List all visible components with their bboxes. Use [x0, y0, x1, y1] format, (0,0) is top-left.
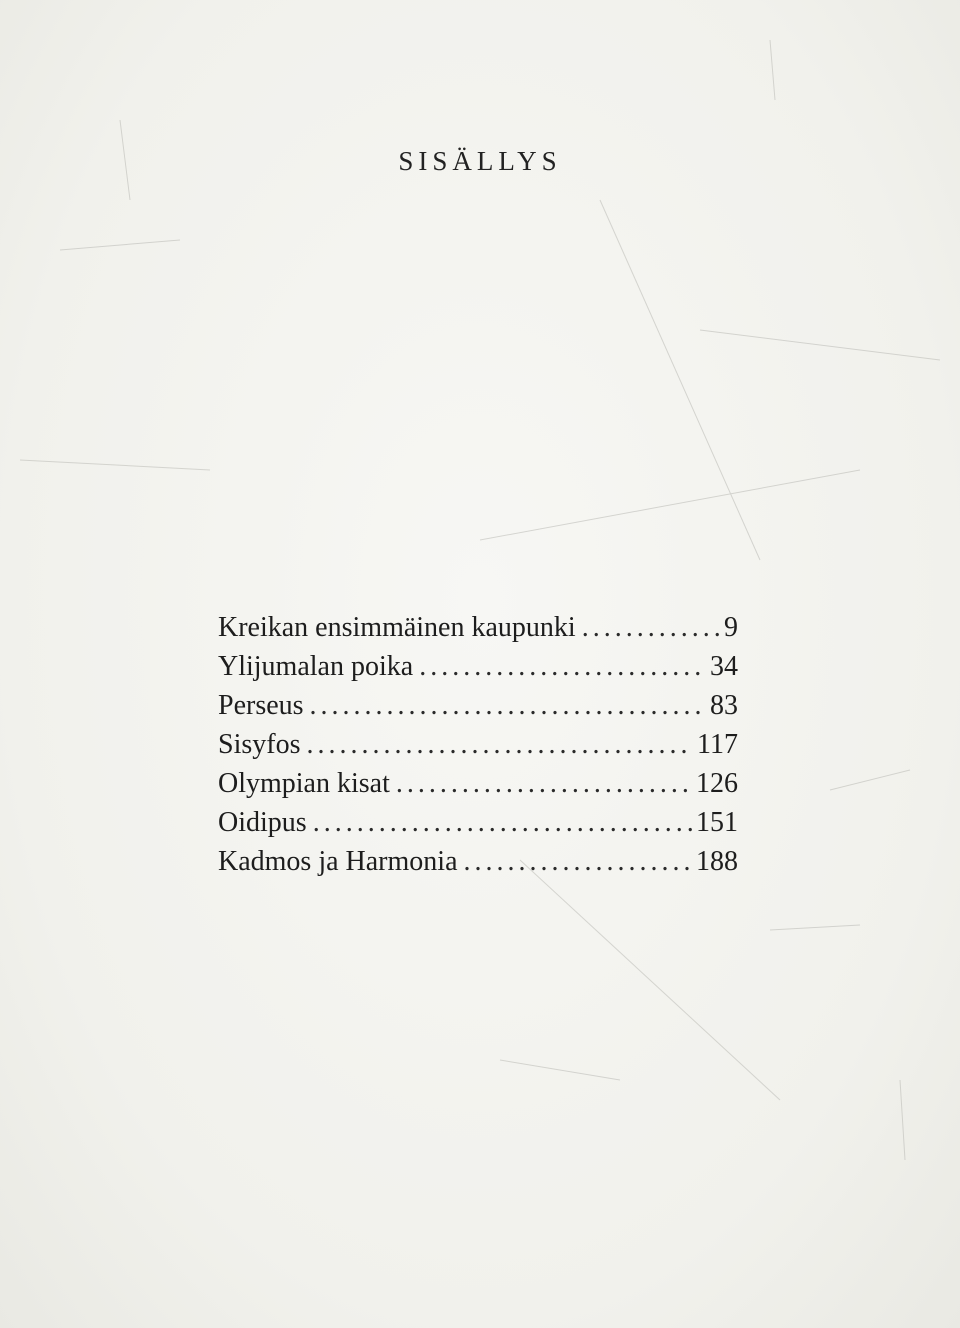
toc-entry	[218, 647, 738, 686]
toc-entry-page: 126	[696, 768, 738, 799]
toc-entry-title: Kreikan ensimmäinen kaupunki	[218, 612, 576, 643]
toc-entry-title: Kadmos ja Harmonia	[218, 846, 458, 877]
toc-entry-page: 117	[697, 729, 738, 760]
toc-entry	[218, 803, 738, 842]
toc-entry-title: Perseus	[218, 690, 304, 721]
toc-entry	[218, 725, 738, 764]
table-of-contents	[218, 608, 738, 881]
toc-entry	[218, 608, 738, 647]
page-title: SISÄLLYS	[398, 146, 562, 176]
toc-entry	[218, 686, 738, 725]
toc-leader-dots	[313, 803, 692, 842]
toc-leader-dots	[419, 647, 706, 686]
toc-entry-title: Olympian kisat	[218, 768, 390, 799]
toc-entry-page: 188	[696, 846, 738, 877]
toc-entry-page: 9	[724, 612, 738, 643]
toc-leader-dots	[306, 725, 693, 764]
toc-leader-dots	[396, 764, 692, 803]
toc-entry	[218, 842, 738, 881]
toc-entry-page: 34	[710, 651, 738, 682]
toc-leader-dots	[582, 608, 720, 647]
toc-leader-dots	[464, 842, 693, 881]
toc-entry-title: Ylijumalan poika	[218, 651, 414, 682]
toc-entry-page: 151	[696, 807, 738, 838]
toc-entry-page: 83	[710, 690, 738, 721]
toc-leader-dots	[310, 686, 706, 725]
toc-entry-title: Sisyfos	[218, 729, 301, 760]
toc-entry-title: Oidipus	[218, 807, 307, 838]
toc-entry	[218, 764, 738, 803]
